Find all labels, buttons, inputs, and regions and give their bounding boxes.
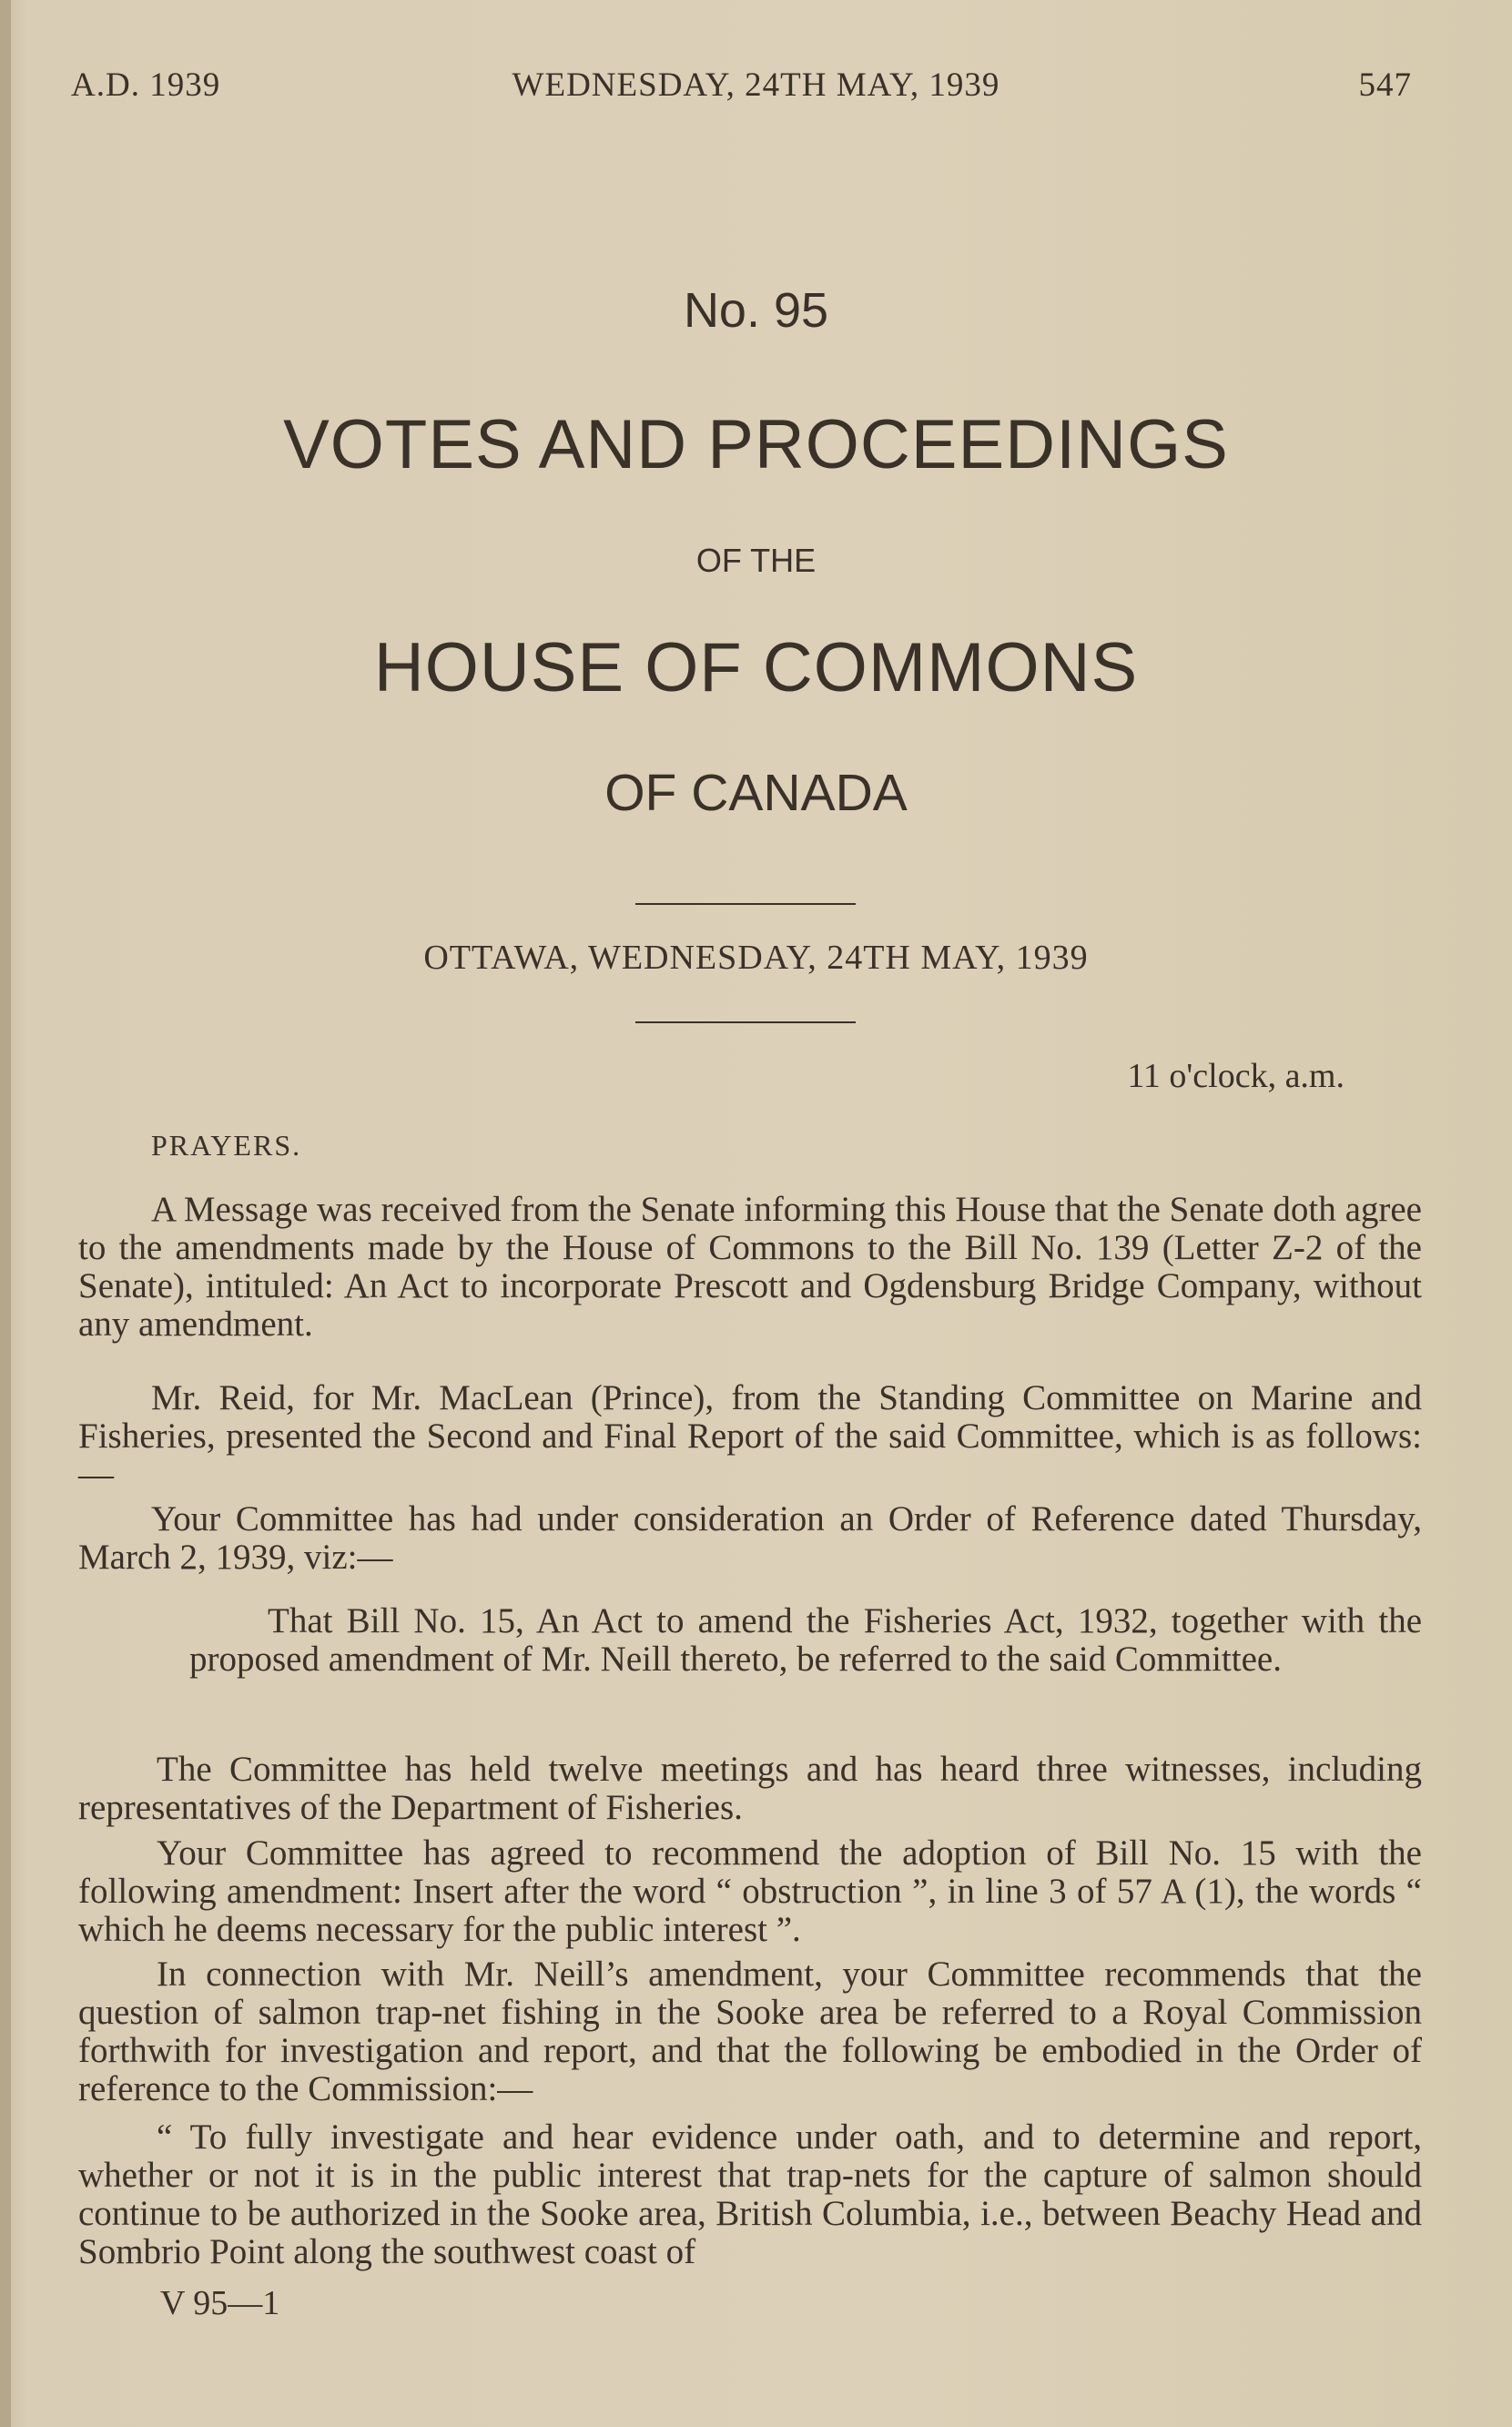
paragraph-senate-message: A Message was received from the Senate informing this House that the Senate doth agree to the amendments made by the House of Commons to the Bill No. 139 (Letter Z-2 of the Senate), intituled: An Act to incorporate Prescott and Ogdensburg Bridge Company, without any amendment. [78, 1190, 1422, 1344]
issue-number: No. 95 [683, 283, 829, 338]
running-head-date: WEDNESDAY, 24TH MAY, 1939 [512, 66, 1000, 104]
running-head-year: A.D. 1939 [71, 66, 221, 104]
paragraph-order-of-reference: Your Committee has had under consideration an Order of Reference dated Thursday, March 2, 1939, viz:— [78, 1499, 1422, 1577]
divider-bottom [635, 1021, 856, 1023]
title-house-of-commons: HOUSE OF COMMONS [373, 629, 1139, 706]
running-head [0, 66, 1512, 111]
paragraph-committee-report: Mr. Reid, for Mr. MacLean (Prince), from the Standing Committee on Marine and Fisheries, presented the Second and Final Report of the said Committee, which is as follows:— [78, 1378, 1422, 1494]
divider-top [635, 903, 856, 905]
dateline: OTTAWA, WEDNESDAY, 24TH MAY, 1939 [423, 939, 1089, 977]
title-votes-and-proceedings: VOTES AND PROCEEDINGS [283, 406, 1229, 483]
page-number: 547 [1358, 66, 1412, 104]
paragraph-amendment: Your Committee has agreed to recommend the adoption of Bill No. 15 with the following amendment: Insert after the word “ obstruction ”, in line 3 of 57 A (1), the words “ which he deems necessary for the public interest ”. [78, 1833, 1422, 1949]
page-edge [0, 0, 11, 2427]
paragraph-investigation: “ To fully investigate and hear evidence under oath, and to determine and report, whether or not it is in the public interest that trap-nets for the capture of salmon should continue to be authorized in the Sooke area, British Columbia, i.e., between Beachy Head and Sombrio Point along the southwest coast of [78, 2117, 1422, 2271]
title-of-the: OF THE [695, 542, 817, 579]
paragraph-royal-commission: In connection with Mr. Neill’s amendment, your Committee recommends that the question of salmon trap-net fishing in the Sooke area be referred to a Royal Commission forthwith for investigation and report, and that the following be embodied in the Order of reference to the Commission:— [78, 1955, 1422, 2108]
prayers-heading: PRAYERS. [151, 1129, 302, 1162]
sitting-time: 11 o'clock, a.m. [1127, 1057, 1345, 1095]
paragraph-bill-quote: That Bill No. 15, An Act to amend the Fisheries Act, 1932, together with the proposed amendment of Mr. Neill thereto, be referred to the said Committee. [189, 1601, 1422, 1679]
paragraph-meetings: The Committee has held twelve meetings and has heard three witnesses, including representatives of the Department of Fisheries. [78, 1750, 1422, 1827]
signature-mark: V 95—1 [160, 2284, 280, 2322]
title-of-canada: OF CANADA [604, 764, 908, 822]
